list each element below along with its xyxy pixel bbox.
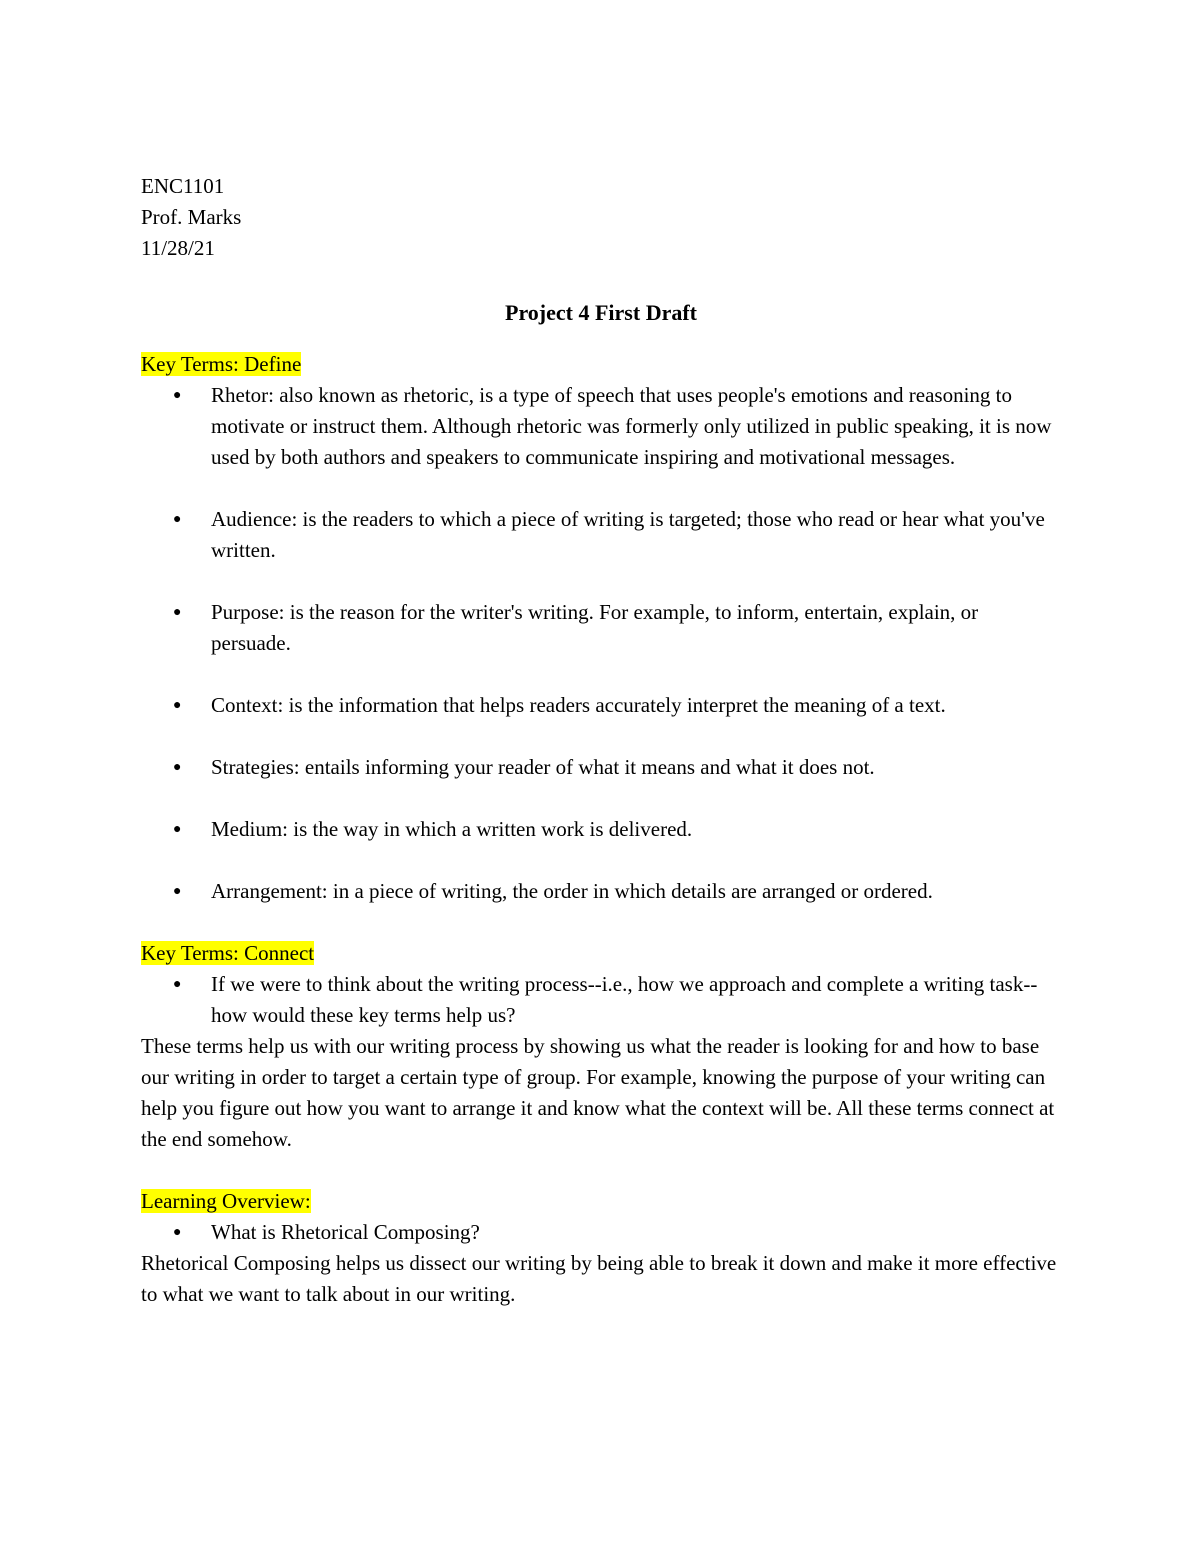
section-overview <box>141 1186 1061 1310</box>
list-item-connect-question <box>141 969 1061 1031</box>
list-item-text: Medium: is the way in which a written work is delivered. <box>211 817 693 841</box>
bullet-icon: ● <box>173 698 182 713</box>
section-connect <box>141 938 1061 1155</box>
list-item-audience <box>141 504 1061 566</box>
section-heading-connect <box>141 938 1061 969</box>
bullet-icon: ● <box>173 760 182 775</box>
list-item-rhetor <box>141 380 1061 473</box>
bullet-icon: ● <box>173 822 182 837</box>
section-heading-define <box>141 349 1061 380</box>
list-item-text: Audience: is the readers to which a piece of writing is targeted; those who read or hear what you've written. <box>211 507 1045 562</box>
bullet-icon: ● <box>173 512 182 527</box>
list-item-text: Strategies: entails informing your reader of what it means and what it does not. <box>211 755 875 779</box>
list-item-text: What is Rhetorical Composing? <box>211 1220 480 1244</box>
overview-list <box>141 1217 1061 1248</box>
list-item-text: If we were to think about the writing process--i.e., how we approach and complete a writing task--how would these key terms help us? <box>211 972 1038 1027</box>
highlighted-heading-overview: Learning Overview: <box>141 1189 311 1213</box>
course-code: ENC1101 <box>141 174 225 198</box>
section-define <box>141 349 1061 907</box>
document-body <box>141 171 1061 1310</box>
list-item-purpose <box>141 597 1061 659</box>
list-item-text: Context: is the information that helps readers accurately interpret the meaning of a text. <box>211 693 946 717</box>
bullet-icon: ● <box>173 1225 182 1240</box>
bullet-icon: ● <box>173 388 182 403</box>
highlighted-heading-connect: Key Terms: Connect <box>141 941 315 965</box>
list-item-text: Rhetor: also known as rhetoric, is a type of speech that uses people's emotions and reasoning to motivate or instruct them. Although rhetoric was formerly only utilized in public speaking, it is now used by both authors and speakers to communicate inspiring and motivational messages. <box>211 383 1052 469</box>
highlighted-heading-define: Key Terms: Define <box>141 352 302 376</box>
overview-answer: Rhetorical Composing helps us dissect our writing by being able to break it down and make it more effective to what we want to talk about in our writing. <box>141 1251 1057 1306</box>
bullet-icon: ● <box>173 884 182 899</box>
connect-answer: These terms help us with our writing process by showing us what the reader is looking for and how to base our writing in order to target a certain type of group. For example, knowing the purpose of your writing can help you figure out how you want to arrange it and know what the context will be. All these terms connect at the end somehow. <box>141 1034 1055 1151</box>
list-item-text: Arrangement: in a piece of writing, the order in which details are arranged or ordered. <box>211 879 933 903</box>
connect-list <box>141 969 1061 1031</box>
list-item-arrangement <box>141 876 1061 907</box>
list-item-medium <box>141 814 1061 845</box>
list-item-overview-question <box>141 1217 1061 1248</box>
document-title: Project 4 First Draft <box>505 300 697 325</box>
section-heading-overview <box>141 1186 1061 1217</box>
list-item-strategies <box>141 752 1061 783</box>
list-item-text: Purpose: is the reason for the writer's writing. For example, to inform, entertain, explain, or persuade. <box>211 600 979 655</box>
professor-name: Prof. Marks <box>141 205 242 229</box>
bullet-icon: ● <box>173 605 182 620</box>
bullet-icon: ● <box>173 977 182 992</box>
document-date: 11/28/21 <box>141 236 215 260</box>
header-block <box>141 171 1061 264</box>
spacer <box>141 1155 1061 1186</box>
define-list <box>141 380 1061 907</box>
list-item-context <box>141 690 1061 721</box>
